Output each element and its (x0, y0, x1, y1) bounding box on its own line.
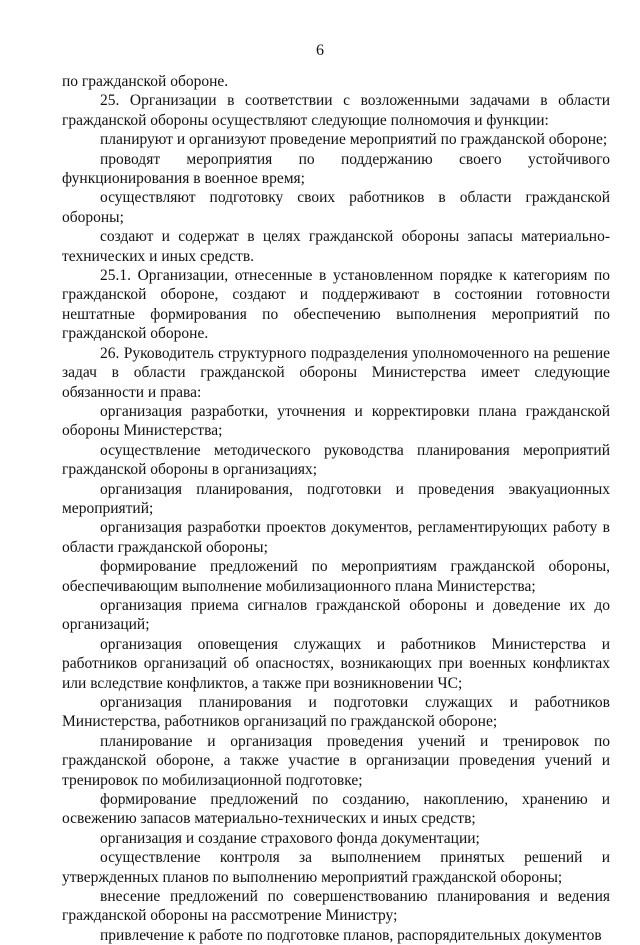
document-body (62, 72, 610, 945)
paragraph: организация приема сигналов гражданской обороны и доведение их до организаций; (62, 596, 610, 634)
paragraph: организация планирования, подготовки и проведения эвакуационных мероприятий; (62, 480, 610, 517)
paragraph: организация разработки, уточнения и корректировки плана гражданской обороны Министерства; (62, 402, 610, 440)
paragraph: формирование предложений по мероприятиям гражданской обороны, обеспечивающим выполнение мобилизационного плана Министерства; (62, 558, 610, 595)
paragraph: осуществление методического руководства планирования мероприятий гражданской обороны в организациях; (62, 441, 610, 479)
paragraph: организация и создание страхового фонда документации; (100, 829, 480, 847)
paragraph: по гражданской обороне. (62, 73, 229, 90)
paragraph: внесение предложений по совершенствованию планирования и ведения гражданской обороны на рассмотрение Министру; (62, 888, 610, 925)
paragraph: осуществление контроля за выполнением принятых решений и утвержденных планов по выполнению мероприятий гражданской обороны; (62, 849, 610, 886)
paragraph: осуществляют подготовку своих работников в области гражданской обороны; (62, 189, 610, 226)
paragraph: проводят мероприятия по поддержанию своего устойчивого функционирования в военное время; (62, 150, 610, 188)
paragraph: 26. Руководитель структурного подразделения уполномоченного на решение задач в области гражданской обороны Министерства имеет следующие обязанности и права: (62, 344, 610, 401)
paragraph: планирование и организация проведения учений и тренировок по гражданской обороне, а также участие в организации проведения учений и тренировок по мобилизационной подготовке; (62, 732, 610, 789)
paragraph: организация оповещения служащих и работников Министерства и работников организаций об опасностях, возникающих при военных конфликтах или вследствие конфликтов, а также при возникновении ЧС; (62, 635, 610, 692)
page-number: 6 (316, 42, 324, 59)
paragraph: 25. Организации в соответствии с возложенными задачами в области гражданской обороны осуществляют следующие полномочия и функции: (62, 92, 610, 129)
paragraph: формирование предложений по созданию, накоплению, хранению и освежению запасов материально-технических и иных средств; (62, 791, 610, 828)
paragraph: планируют и организуют проведение мероприятий по гражданской обороне; (100, 131, 608, 149)
paragraph: организация планирования и подготовки служащих и работников Министерства, работников организаций по гражданской обороне; (62, 694, 610, 731)
paragraph: 25.1. Организации, отнесенные в установленном порядке к категориям по гражданской обороне, создают и поддерживают в состоянии готовности нештатные формирования по обеспечению выполнения мероприятий по гражданской обороне. (62, 267, 610, 343)
paragraph: создают и содержат в целях гражданской обороны запасы материально-технических и иных средств. (62, 228, 610, 265)
paragraph: организация разработки проектов документов, регламентирующих работу в области гражданской обороны; (62, 519, 610, 556)
paragraph: привлечение к работе по подготовке планов, распорядительных документов (100, 926, 602, 944)
